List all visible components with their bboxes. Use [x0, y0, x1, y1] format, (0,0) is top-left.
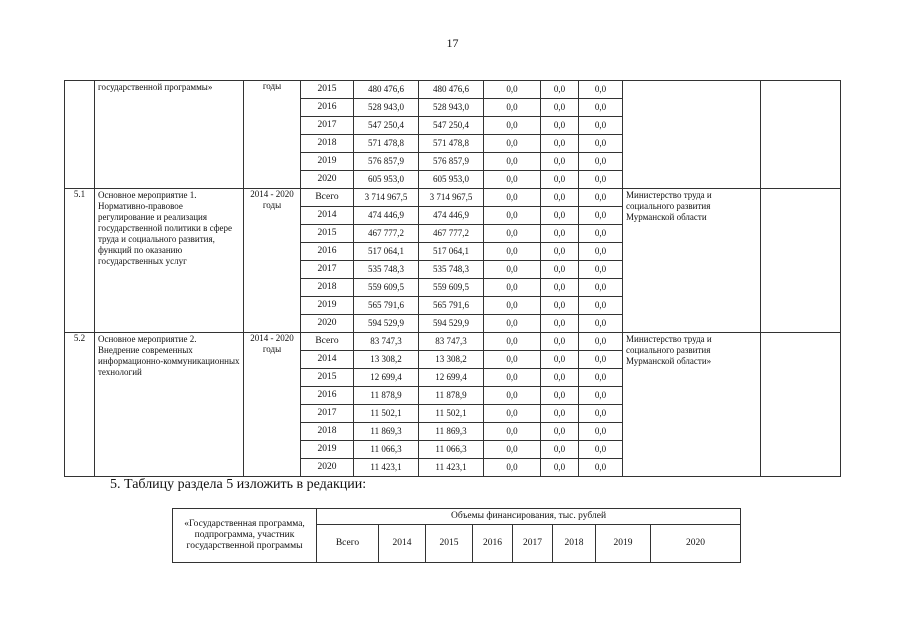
year-cell: 2018	[301, 423, 354, 441]
amount-cell: 0,0	[579, 243, 623, 261]
amount-cell: 11 066,3	[419, 441, 484, 459]
amount-cell: 0,0	[484, 369, 541, 387]
amount-cell: 0,0	[541, 117, 579, 135]
year-cell: 2020	[301, 459, 354, 477]
extra-cell	[761, 189, 841, 333]
section5-column-header: 2014	[379, 525, 426, 563]
year-cell: 2015	[301, 81, 354, 99]
amount-cell: 0,0	[484, 207, 541, 225]
year-cell: 2019	[301, 297, 354, 315]
amount-cell: 0,0	[579, 423, 623, 441]
year-cell: 2016	[301, 387, 354, 405]
amount-cell: 559 609,5	[419, 279, 484, 297]
amount-cell: 0,0	[579, 261, 623, 279]
row-number: 5.1	[65, 189, 95, 333]
amount-cell: 83 747,3	[419, 333, 484, 351]
amount-cell: 0,0	[484, 279, 541, 297]
section5-left-header: «Государственная программа, подпрограмма, участник государственной программы	[173, 509, 317, 563]
table-row	[65, 81, 841, 99]
year-cell: 2019	[301, 441, 354, 459]
amount-cell: 11 423,1	[354, 459, 419, 477]
amount-cell: 0,0	[541, 99, 579, 117]
executor-cell	[623, 81, 761, 189]
measure-period: 2014 - 2020 годы	[244, 333, 301, 477]
year-cell: 2014	[301, 207, 354, 225]
year-cell: Всего	[301, 189, 354, 207]
amount-cell: 0,0	[484, 441, 541, 459]
year-cell: 2016	[301, 243, 354, 261]
amount-cell: 0,0	[541, 171, 579, 189]
year-cell: 2020	[301, 171, 354, 189]
amount-cell: 528 943,0	[354, 99, 419, 117]
year-cell: 2017	[301, 405, 354, 423]
amount-cell: 565 791,6	[354, 297, 419, 315]
amount-cell: 467 777,2	[419, 225, 484, 243]
section5-column-header: Всего	[317, 525, 379, 563]
amount-cell: 571 478,8	[419, 135, 484, 153]
section5-column-header: 2016	[473, 525, 513, 563]
year-cell: 2014	[301, 351, 354, 369]
measure-name: Основное мероприятие 1. Нормативно-правовое регулирование и реализация государственной политики в сфере труда и социального развития, функций по оказанию государственных услуг	[95, 189, 244, 333]
amount-cell: 0,0	[484, 387, 541, 405]
year-cell: 2018	[301, 279, 354, 297]
amount-cell: 0,0	[579, 351, 623, 369]
amount-cell: 517 064,1	[354, 243, 419, 261]
amount-cell: 13 308,2	[354, 351, 419, 369]
amount-cell: 11 869,3	[419, 423, 484, 441]
executor-cell: Министерство труда и социального развития Мурманской области	[623, 189, 761, 333]
amount-cell: 0,0	[484, 405, 541, 423]
amount-cell: 0,0	[579, 207, 623, 225]
amount-cell: 11 502,1	[354, 405, 419, 423]
amount-cell: 0,0	[541, 369, 579, 387]
row-number: 5.2	[65, 333, 95, 477]
amount-cell: 0,0	[541, 333, 579, 351]
amount-cell: 565 791,6	[419, 297, 484, 315]
amount-cell: 0,0	[541, 459, 579, 477]
amount-cell: 83 747,3	[354, 333, 419, 351]
amount-cell: 474 446,9	[419, 207, 484, 225]
amount-cell: 594 529,9	[419, 315, 484, 333]
amount-cell: 0,0	[484, 99, 541, 117]
amount-cell: 0,0	[541, 243, 579, 261]
amount-cell: 547 250,4	[354, 117, 419, 135]
amount-cell: 0,0	[484, 189, 541, 207]
section5-table	[172, 508, 741, 563]
amount-cell: 11 869,3	[354, 423, 419, 441]
section5-heading: 5. Таблицу раздела 5 изложить в редакции:	[110, 477, 367, 492]
amount-cell: 0,0	[484, 243, 541, 261]
amount-cell: 0,0	[579, 81, 623, 99]
amount-cell: 0,0	[541, 441, 579, 459]
amount-cell: 0,0	[541, 189, 579, 207]
amount-cell: 0,0	[541, 225, 579, 243]
table-row	[65, 189, 841, 207]
measure-name: Основное мероприятие 2. Внедрение современных информационно-коммуникационных технологий	[95, 333, 244, 477]
amount-cell: 467 777,2	[354, 225, 419, 243]
amount-cell: 0,0	[541, 315, 579, 333]
table-row	[65, 333, 841, 351]
amount-cell: 0,0	[579, 171, 623, 189]
amount-cell: 11 423,1	[419, 459, 484, 477]
amount-cell: 474 446,9	[354, 207, 419, 225]
amount-cell: 0,0	[541, 279, 579, 297]
amount-cell: 0,0	[484, 333, 541, 351]
amount-cell: 0,0	[541, 153, 579, 171]
extra-cell	[761, 81, 841, 189]
amount-cell: 0,0	[541, 261, 579, 279]
amount-cell: 0,0	[541, 387, 579, 405]
amount-cell: 0,0	[484, 351, 541, 369]
year-cell: 2019	[301, 153, 354, 171]
funding-table	[64, 80, 841, 477]
amount-cell: 0,0	[579, 297, 623, 315]
amount-cell: 0,0	[579, 405, 623, 423]
amount-cell: 0,0	[579, 315, 623, 333]
amount-cell: 547 250,4	[419, 117, 484, 135]
amount-cell: 535 748,3	[354, 261, 419, 279]
amount-cell: 559 609,5	[354, 279, 419, 297]
amount-cell: 0,0	[541, 207, 579, 225]
amount-cell: 0,0	[579, 225, 623, 243]
amount-cell: 0,0	[541, 423, 579, 441]
amount-cell: 0,0	[484, 297, 541, 315]
section5-column-header: 2018	[553, 525, 596, 563]
amount-cell: 0,0	[541, 405, 579, 423]
amount-cell: 13 308,2	[419, 351, 484, 369]
amount-cell: 0,0	[541, 81, 579, 99]
year-cell: 2015	[301, 369, 354, 387]
year-cell: Всего	[301, 333, 354, 351]
year-cell: 2018	[301, 135, 354, 153]
amount-cell: 0,0	[579, 279, 623, 297]
measure-period: 2014 - 2020 годы	[244, 189, 301, 333]
amount-cell: 0,0	[541, 297, 579, 315]
amount-cell: 0,0	[579, 99, 623, 117]
amount-cell: 0,0	[484, 261, 541, 279]
amount-cell: 11 066,3	[354, 441, 419, 459]
year-cell: 2017	[301, 117, 354, 135]
amount-cell: 12 699,4	[419, 369, 484, 387]
amount-cell: 480 476,6	[354, 81, 419, 99]
amount-cell: 0,0	[579, 153, 623, 171]
amount-cell: 0,0	[484, 315, 541, 333]
amount-cell: 0,0	[579, 333, 623, 351]
amount-cell: 480 476,6	[419, 81, 484, 99]
amount-cell: 12 699,4	[354, 369, 419, 387]
amount-cell: 594 529,9	[354, 315, 419, 333]
amount-cell: 605 953,0	[354, 171, 419, 189]
amount-cell: 0,0	[484, 81, 541, 99]
amount-cell: 0,0	[484, 117, 541, 135]
amount-cell: 0,0	[541, 135, 579, 153]
amount-cell: 0,0	[484, 459, 541, 477]
executor-cell: Министерство труда и социального развития Мурманской области»	[623, 333, 761, 477]
section5-column-header: 2015	[426, 525, 473, 563]
year-cell: 2015	[301, 225, 354, 243]
extra-cell	[761, 333, 841, 477]
measure-name: государственной программы»	[95, 81, 244, 189]
amount-cell: 3 714 967,5	[354, 189, 419, 207]
amount-cell: 576 857,9	[354, 153, 419, 171]
amount-cell: 0,0	[579, 189, 623, 207]
measure-period: годы	[244, 81, 301, 189]
amount-cell: 11 878,9	[419, 387, 484, 405]
amount-cell: 0,0	[541, 351, 579, 369]
amount-cell: 0,0	[484, 423, 541, 441]
section5-column-header: 2017	[513, 525, 553, 563]
amount-cell: 0,0	[579, 459, 623, 477]
year-cell: 2017	[301, 261, 354, 279]
year-cell: 2016	[301, 99, 354, 117]
amount-cell: 571 478,8	[354, 135, 419, 153]
row-number	[65, 81, 95, 189]
amount-cell: 0,0	[579, 441, 623, 459]
amount-cell: 0,0	[579, 135, 623, 153]
amount-cell: 0,0	[484, 135, 541, 153]
amount-cell: 11 878,9	[354, 387, 419, 405]
amount-cell: 3 714 967,5	[419, 189, 484, 207]
amount-cell: 0,0	[484, 225, 541, 243]
amount-cell: 0,0	[579, 387, 623, 405]
amount-cell: 576 857,9	[419, 153, 484, 171]
amount-cell: 0,0	[579, 117, 623, 135]
amount-cell: 11 502,1	[419, 405, 484, 423]
section5-group-header: Объемы финансирования, тыс. рублей	[317, 509, 741, 525]
amount-cell: 528 943,0	[419, 99, 484, 117]
amount-cell: 605 953,0	[419, 171, 484, 189]
section5-column-header: 2019	[596, 525, 651, 563]
amount-cell: 0,0	[579, 369, 623, 387]
amount-cell: 535 748,3	[419, 261, 484, 279]
amount-cell: 517 064,1	[419, 243, 484, 261]
amount-cell: 0,0	[484, 171, 541, 189]
year-cell: 2020	[301, 315, 354, 333]
amount-cell: 0,0	[484, 153, 541, 171]
page-number: 17	[446, 36, 459, 50]
section5-column-header: 2020	[651, 525, 741, 563]
